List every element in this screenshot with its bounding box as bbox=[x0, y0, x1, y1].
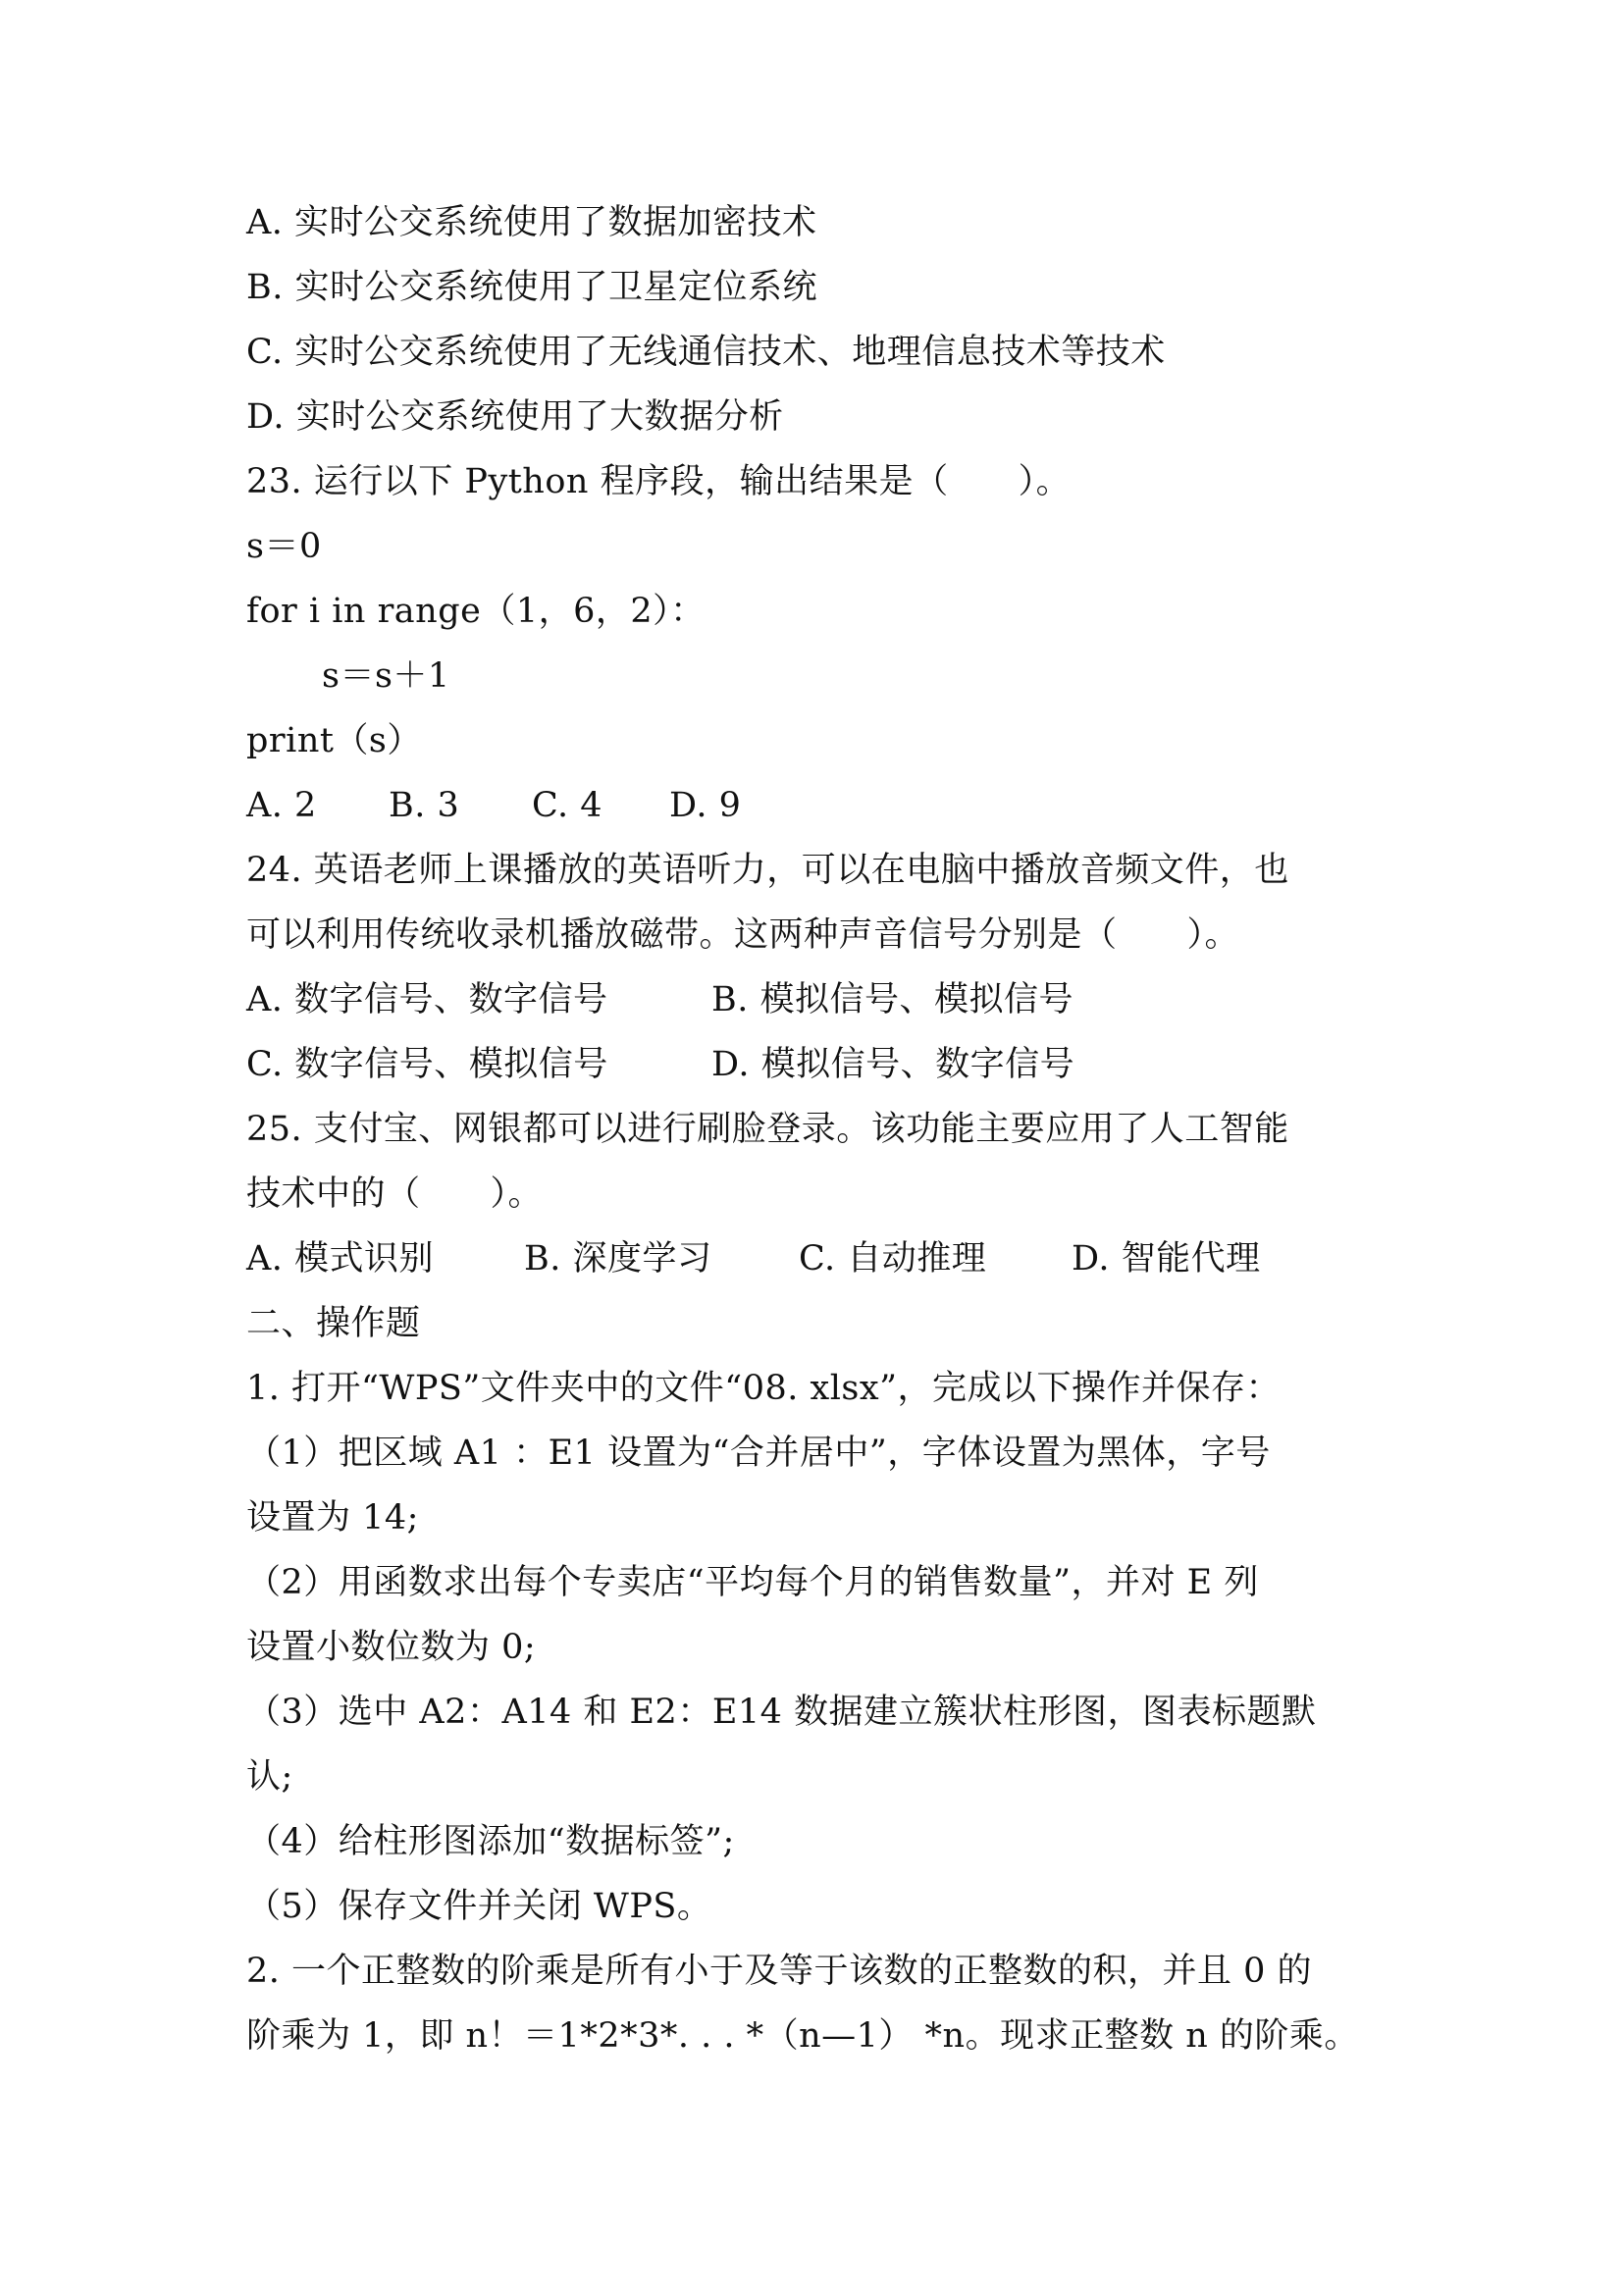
code-line-4: print（s） bbox=[246, 721, 422, 760]
code-line-2: for i in range（1，6，2）： bbox=[246, 592, 706, 631]
question-25-line-1: 25. 支付宝、网银都可以进行刷脸登录。该功能主要应用了人工智能 bbox=[246, 1110, 1289, 1149]
option-22-c: C. 实时公交系统使用了无线通信技术、地理信息技术等技术 bbox=[246, 333, 1166, 372]
task-1-step-1-cont: 设置为 14; bbox=[246, 1498, 419, 1538]
question-24-line-1: 24. 英语老师上课播放的英语听力，可以在电脑中播放音频文件，也 bbox=[246, 851, 1289, 890]
option-23-a: A. 2 bbox=[246, 786, 317, 825]
task-2-line-2: 阶乘为 1，即 n！＝1*2*3*. . . *（n—1） *n。现求正整数 n 的阶乘。 bbox=[246, 2016, 1359, 2056]
code-line-1: s＝0 bbox=[246, 527, 322, 566]
option-25-b: B. 深度学习 bbox=[524, 1239, 712, 1278]
option-22-a: A. 实时公交系统使用了数据加密技术 bbox=[246, 203, 817, 242]
option-24-c: C. 数字信号、模拟信号 bbox=[246, 1045, 608, 1084]
options-23 bbox=[246, 784, 741, 827]
task-1-step-3-cont: 认; bbox=[246, 1757, 293, 1797]
option-24-d: D. 模拟信号、数字信号 bbox=[711, 1045, 1075, 1084]
option-25-a: A. 模式识别 bbox=[246, 1239, 435, 1278]
question-25-line-2: 技术中的（ ）。 bbox=[246, 1174, 544, 1214]
option-25-c: C. 自动推理 bbox=[799, 1239, 987, 1278]
section-heading: 二、操作题 bbox=[246, 1304, 421, 1343]
option-23-d: D. 9 bbox=[669, 786, 742, 825]
task-1-step-2: （2）用函数求出每个专卖店“平均每个月的销售数量”，并对 E 列 bbox=[246, 1563, 1259, 1602]
option-22-d: D. 实时公交系统使用了大数据分析 bbox=[246, 397, 784, 437]
option-23-c: C. 4 bbox=[532, 786, 603, 825]
option-23-b: B. 3 bbox=[389, 786, 460, 825]
task-1-step-5: （5）保存文件并关闭 WPS。 bbox=[246, 1887, 712, 1926]
options-24-row-2 bbox=[246, 1043, 1074, 1086]
code-line-3: s＝s＋1 bbox=[322, 656, 450, 696]
task-1-step-3: （3）选中 A2：A14 和 E2：E14 数据建立簇状柱形图，图表标题默 bbox=[246, 1693, 1317, 1732]
task-2-line-1: 2. 一个正整数的阶乘是所有小于及等于该数的正整数的积，并且 0 的 bbox=[246, 1952, 1313, 1991]
task-1-intro: 1. 打开“WPS”文件夹中的文件“08. xlsx”，完成以下操作并保存： bbox=[246, 1369, 1282, 1408]
option-24-b: B. 模拟信号、模拟信号 bbox=[711, 980, 1073, 1019]
task-1-step-2-cont: 设置小数位数为 0; bbox=[246, 1628, 537, 1667]
options-24-row-1 bbox=[246, 978, 1073, 1021]
option-22-b: B. 实时公交系统使用了卫星定位系统 bbox=[246, 268, 817, 307]
option-25-d: D. 智能代理 bbox=[1072, 1239, 1261, 1278]
options-25 bbox=[246, 1237, 1261, 1280]
question-24-line-2: 可以利用传统收录机播放磁带。这两种声音信号分别是（ ）。 bbox=[246, 915, 1240, 955]
task-1-step-4: （4）给柱形图添加“数据标签”; bbox=[246, 1822, 735, 1861]
question-23: 23. 运行以下 Python 程序段，输出结果是（ ）。 bbox=[246, 462, 1072, 501]
task-1-step-1: （1）把区域 A1 ：E1 设置为“合并居中”，字体设置为黑体，字号 bbox=[246, 1434, 1271, 1473]
option-24-a: A. 数字信号、数字信号 bbox=[246, 980, 608, 1019]
